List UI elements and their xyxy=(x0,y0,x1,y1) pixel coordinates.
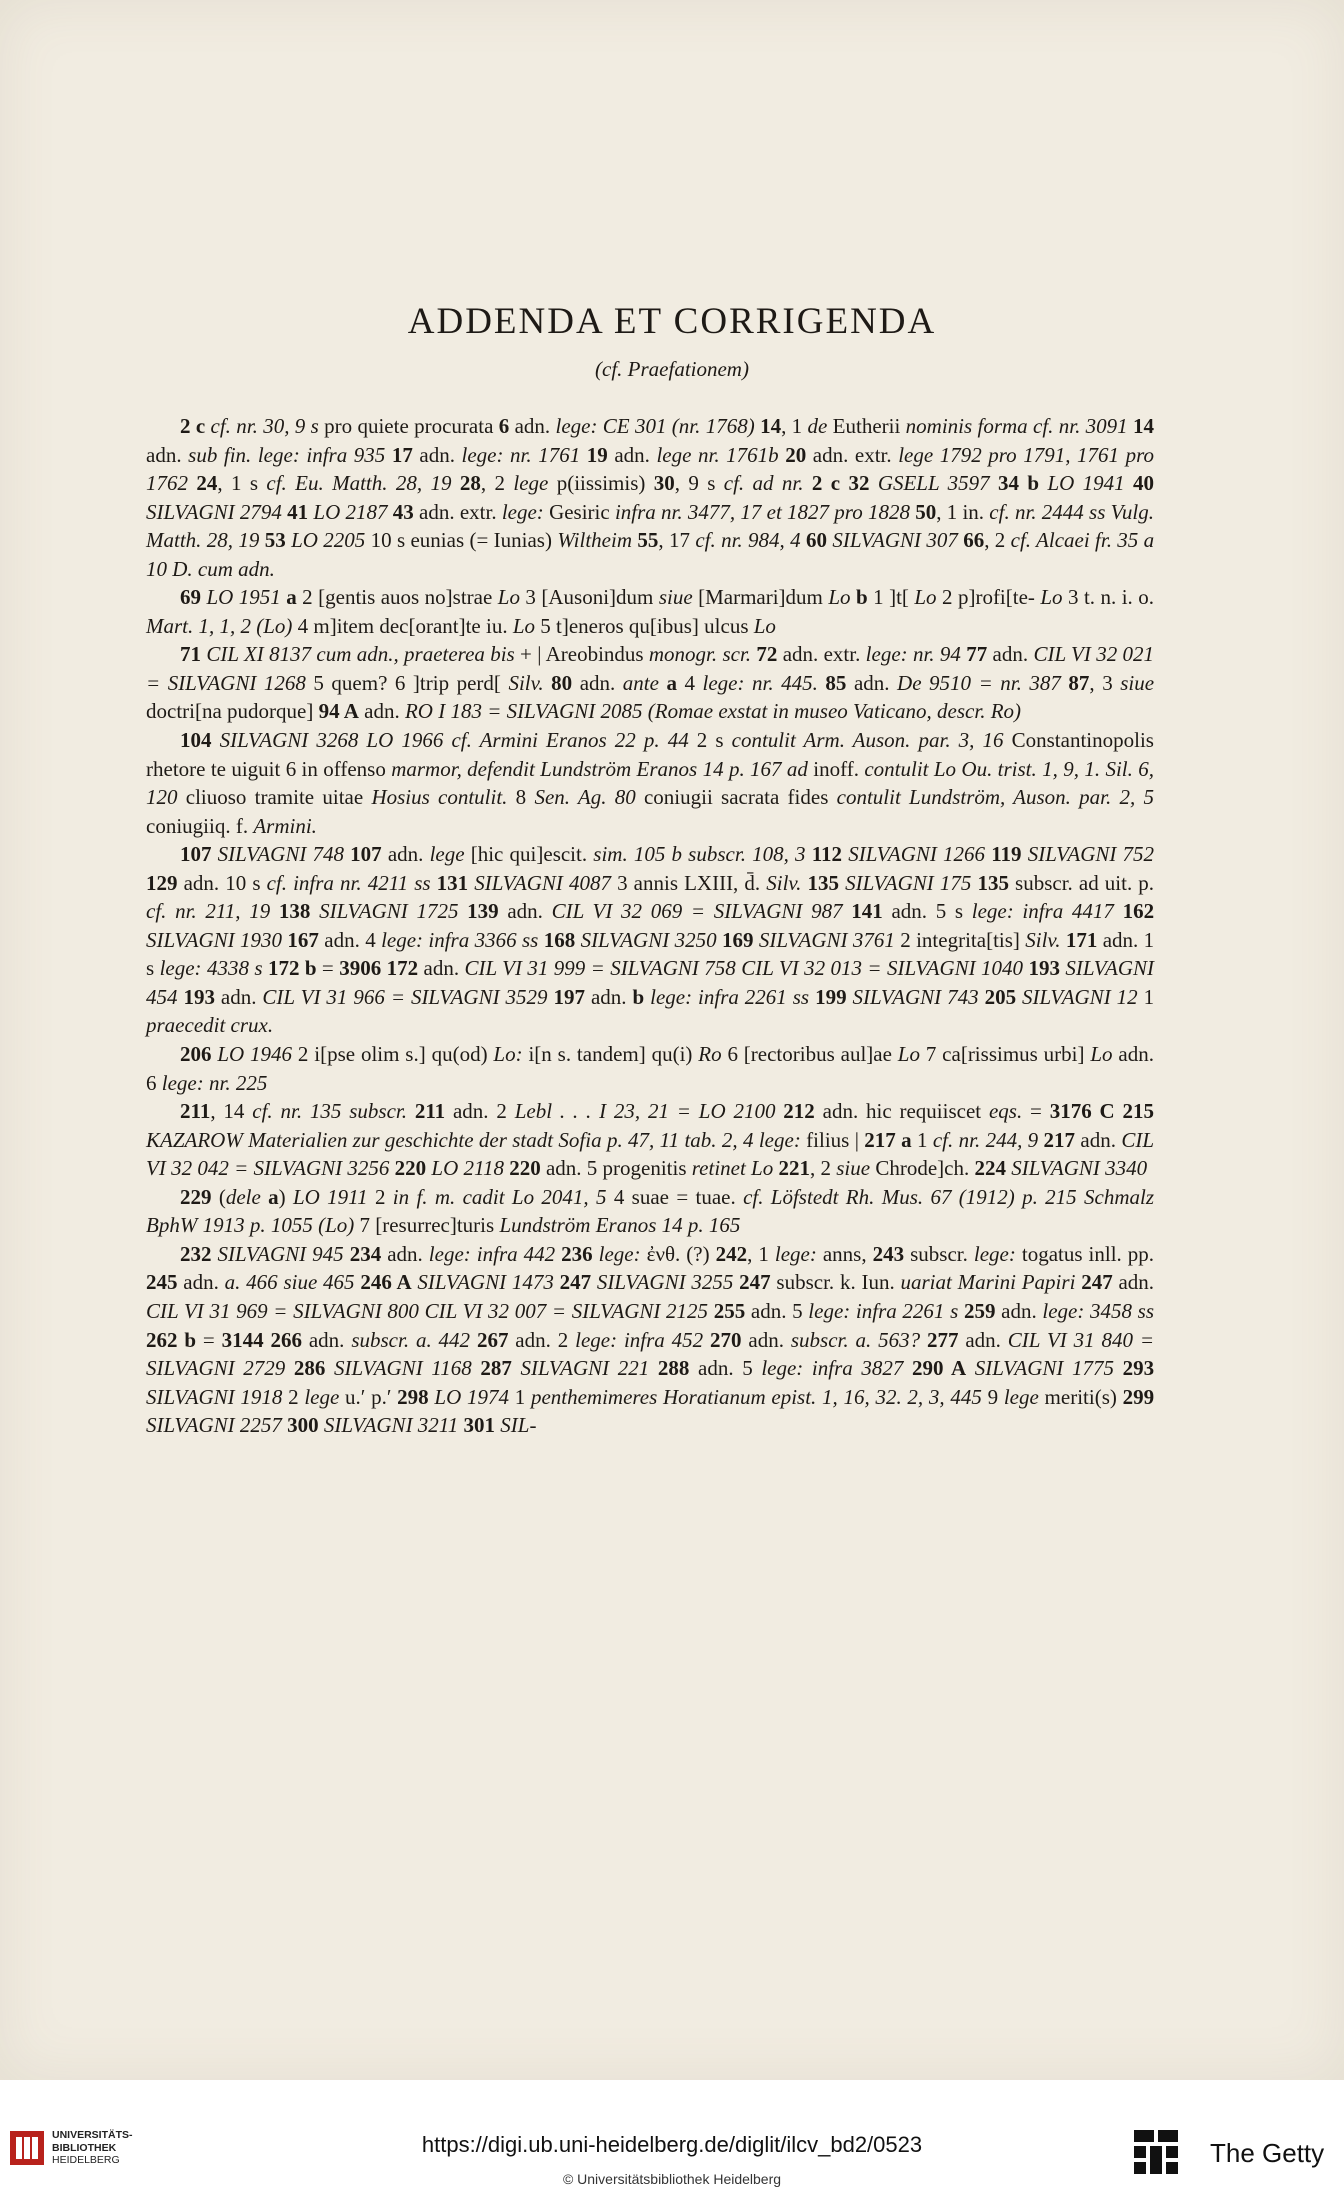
copyright-notice: © Universitätsbibliothek Heidelberg xyxy=(562,2171,782,2187)
paragraph: 104 SILVAGNI 3268 LO 1966 cf. Armini Eranos 22 p. 44 2 s contulit Arm. Auson. par. 3, 16 Constantinopolis rhetore te uiguit 6 in offenso marmor, defendit Lundström Eranos 14 p. 167 ad inoff. contulit Lo Ou. trist. 1, 9, 1. Sil. 6, 120 cliuoso tramite uitae Hosius contulit. 8 Sen. Ag. 80 coniugii sacrata fides contulit Lundström, Auson. par. 2, 5 coniugiiq. f. Armini. xyxy=(146,728,1154,838)
library-line: UNIVERSITÄTS- xyxy=(52,2129,133,2141)
paragraph: 229 (dele a) LO 1911 2 in f. m. cadit Lo 2041, 5 4 suae = tuae. cf. Löfstedt Rh. Mus. 67 (1912) p. 215 Schmalz BphW 1913 p. 1055 (Lo) 7 [resurrec]turis Lundström Eranos 14 p. 165 xyxy=(146,1184,1155,1238)
paragraph: 107 SILVAGNI 748 107 adn. lege [hic qui]escit. sim. 105 b subscr. 108, 3 112 SILVAGNI 1266 119 SILVAGNI 752 129 adn. 10 s cf. infra nr. 4211 ss 131 SILVAGNI 4087 3 annis LXIII, d̄. Silv. 135 SILVAGNI 175 135 subscr. ad uit. p. cf. nr. 211, 19 138 SILVAGNI 1725 139 adn. CIL VI 32 069 = SILVAGNI 987 141 adn. 5 s lege: infra 4417 162 SILVAGNI 1930 167 adn. 4 lege: infra 3366 ss 168 SILVAGNI 3250 169 SILVAGNI 3761 2 integrita[tis] Silv. 171 adn. 1 s lege: 4338 s 172 b = 3906 172 adn. CIL VI 31 999 = SILVAGNI 758 CIL VI 32 013 = SILVAGNI 1040 193 SILVAGNI 454 193 adn. CIL VI 31 966 = SILVAGNI 3529 197 adn. b lege: infra 2261 ss 199 SILVAGNI 743 205 SILVAGNI 12 1 praecedit crux. xyxy=(146,842,1155,1038)
paragraph: 2 c cf. nr. 30, 9 s pro quiete procurata 6 adn. lege: CE 301 (nr. 1768) 14, 1 de Eutherii nominis forma cf. nr. 3091 14 adn. sub fin. lege: infra 935 17 adn. lege: nr. 1761 19 adn. lege nr. 1761b 20 adn. extr. lege 1792 pro 1791, 1761 pro 1762 24, 1 s cf. Eu. Matth. 28, 19 28, 2 lege p(iissimis) 30, 9 s cf. ad nr. 2 c 32 GSELL 3597 34 b LO 1941 40 SILVAGNI 2794 41 LO 2187 43 adn. extr. lege: Gesiric infra nr. 3477, 17 et 1827 pro 1828 50, 1 in. cf. nr. 2444 ss Vulg. Matth. 28, 19 53 LO 2205 10 s eunias (= Iunias) Wiltheim 55, 17 cf. nr. 984, 4 60 SILVAGNI 307 66, 2 cf. Alcaei fr. 35 a 10 D. cum adn. xyxy=(146,414,1155,581)
permalink[interactable]: https://digi.ub.uni-heidelberg.de/diglit/ilcv_bd2/0523 xyxy=(421,2132,923,2157)
paragraph: 69 LO 1951 a 2 [gentis auos no]strae Lo 3 [Ausoni]dum siue [Marmari]dum Lo b 1 ]t[ Lo 2 p]rofi[te- Lo 3 t. n. i. o. Mart. 1, 1, 2 (Lo) 4 m]item dec[orant]te iu. Lo 5 t]eneros qu[ibus] ulcus Lo xyxy=(146,585,1154,638)
library-line: HEIDELBERG xyxy=(52,2154,120,2166)
paragraph: 206 LO 1946 2 i[pse olim s.] qu(od) Lo: i[n s. tandem] qu(i) Ro 6 [rectoribus aul]ae Lo 7 ca[rissimus urbi] Lo adn. 6 lege: nr. 225 xyxy=(146,1042,1154,1095)
page-title: ADDENDA ET CORRIGENDA xyxy=(407,301,937,342)
library-line: BIBLIOTHEK xyxy=(52,2141,117,2154)
page-subtitle: (cf. Praefationem) xyxy=(595,357,749,381)
getty-logo[interactable] xyxy=(1132,2128,1342,2176)
partner-name: The Getty xyxy=(1210,2138,1325,2168)
paragraph: 232 SILVAGNI 945 234 adn. lege: infra 442 236 lege: ἐνθ. (?) 242, 1 lege: anns, 243 subscr. lege: togatus inll. pp. 245 adn. a. 466 siue 465 246 A SILVAGNI 1473 247 SILVAGNI 3255 247 subscr. k. Iun. uariat Marini Papiri 247 adn. CIL VI 31 969 = SILVAGNI 800 CIL VI 32 007 = SILVAGNI 2125 255 adn. 5 lege: infra 2261 s 259 adn. lege: 3458 ss 262 b = 3144 266 adn. subscr. a. 442 267 adn. 2 lege: infra 452 270 adn. subscr. a. 563? 277 adn. CIL VI 31 840 = SILVAGNI 2729 286 SILVAGNI 1168 287 SILVAGNI 221 288 adn. 5 lege: infra 3827 290 A SILVAGNI 1775 293 SILVAGNI 1918 2 lege u.′ p.′ 298 LO 1974 1 penthemimeres Horatianum epist. 1, 16, 32. 2, 3, 445 9 lege meriti(s) 299 SILVAGNI 2257 300 SILVAGNI 3211 301 SIL- xyxy=(146,1241,1155,1438)
paragraph: 71 CIL XI 8137 cum adn., praeterea bis + | Areobindus monogr. scr. 72 adn. extr. lege: nr. 94 77 adn. CIL VI 32 021 = SILVAGNI 1268 5 quem? 6 ]trip perd[ Silv. 80 adn. ante a 4 lege: nr. 445. 85 adn. De 9510 = nr. 387 87, 3 siue doctri[na pudorque] 94 A adn. RO I 183 = SILVAGNI 2085 (Romae exstat in museo Vaticano, descr. Ro) xyxy=(146,642,1155,724)
paragraph: 211, 14 cf. nr. 135 subscr. 211 adn. 2 Lebl . . . I 23, 21 = LO 2100 212 adn. hic requiiscet eqs. = 3176 C 215 KAZAROW Materialien zur geschichte der stadt Sofia p. 47, 11 tab. 2, 4 lege: filius | 217 a 1 cf. nr. 244, 9 217 adn. CIL VI 32 042 = SILVAGNI 3256 220 LO 2118 220 adn. 5 progenitis retinet Lo 221, 2 siue Chrode]ch. 224 SILVAGNI 3340 xyxy=(146,1099,1155,1181)
corrigenda-text xyxy=(146,412,1154,1440)
getty-mark-icon xyxy=(1132,2128,1182,2176)
